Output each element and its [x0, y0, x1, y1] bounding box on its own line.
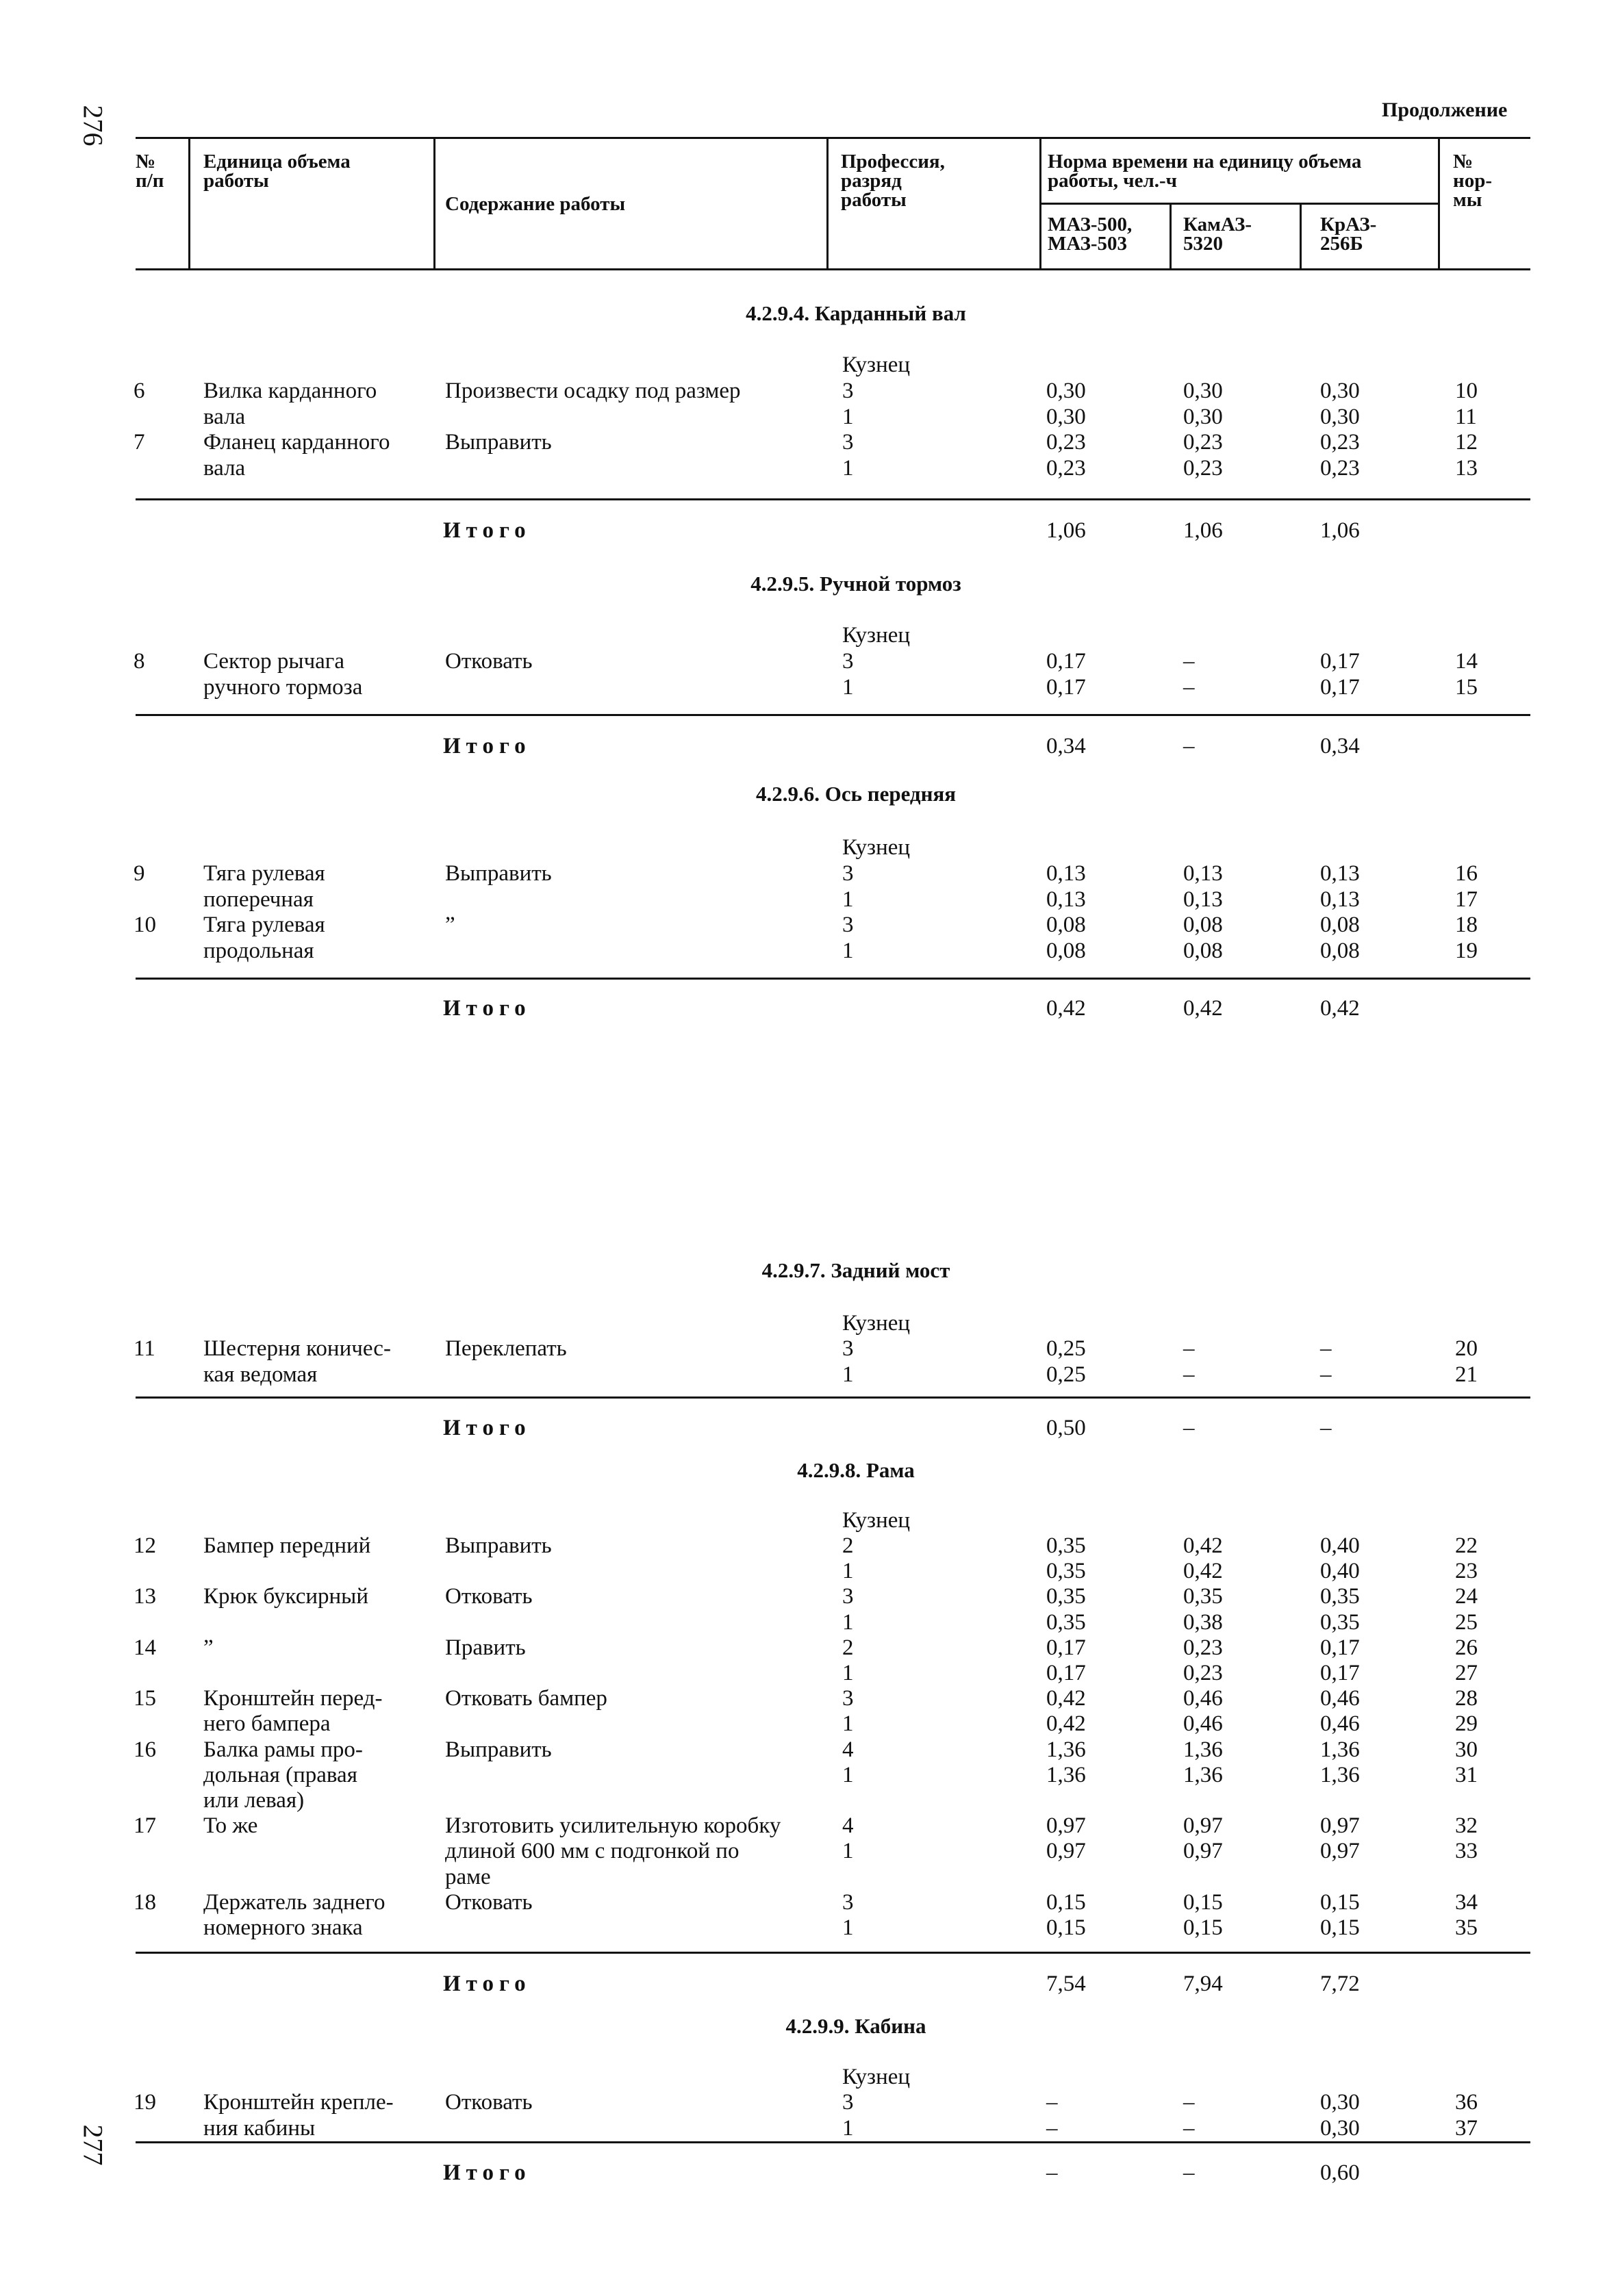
time-kamaz: 0,23: [1183, 1635, 1223, 1660]
work-unit: продольная: [203, 938, 314, 963]
time-kamaz: 1,36: [1183, 1737, 1223, 1762]
time-kamaz: 0,13: [1183, 886, 1223, 912]
work-unit: кая ведомая: [203, 1362, 318, 1387]
time-kraz: 0,17: [1320, 1661, 1360, 1685]
total-row: [0, 1972, 1618, 1999]
table-row: [0, 1559, 1618, 1584]
time-kraz: 0,13: [1320, 886, 1360, 912]
time-kamaz: –: [1183, 674, 1195, 700]
time-kamaz: 0,23: [1183, 455, 1223, 481]
time-kamaz: 0,13: [1183, 861, 1223, 886]
work-rank: 3: [842, 1889, 854, 1915]
norm-number: 12: [1455, 430, 1478, 455]
total-label: Итого: [443, 518, 531, 543]
row-number: 18: [134, 1889, 156, 1915]
work-rank: 4: [842, 1813, 854, 1839]
time-maz: 0,08: [1046, 913, 1086, 937]
profession-label: Кузнец: [842, 1508, 911, 1533]
time-kraz: 0,13: [1320, 861, 1360, 886]
total-kraz: 0,42: [1320, 996, 1360, 1021]
total-maz: 1,06: [1046, 518, 1086, 543]
total-row: [0, 1416, 1618, 1443]
time-kraz: 0,35: [1320, 1584, 1360, 1609]
work-content: Править: [445, 1635, 526, 1660]
row-number: 9: [134, 861, 145, 886]
work-unit: Кронштейн перед-: [203, 1686, 383, 1711]
row-number: 12: [134, 1533, 156, 1558]
time-kamaz: 0,08: [1183, 938, 1223, 963]
work-content: Переклепать: [445, 1336, 567, 1361]
time-kraz: 0,23: [1320, 455, 1360, 481]
section-title: 4.2.9.7. Задний мост: [761, 1258, 950, 1282]
time-kamaz: 0,97: [1183, 1839, 1223, 1864]
total-kamaz: –: [1183, 2160, 1195, 2185]
work-unit: Бампер передний: [203, 1533, 371, 1558]
time-kraz: 0,40: [1320, 1559, 1360, 1584]
time-kraz: 0,08: [1320, 938, 1360, 963]
section-title: 4.2.9.8. Рама: [797, 1458, 915, 1482]
norm-number: 37: [1455, 2115, 1478, 2141]
time-maz: –: [1046, 2115, 1058, 2141]
table-row: [0, 1839, 1618, 1864]
work-content: длиной 600 мм с подгонкой по: [445, 1839, 740, 1864]
table-row: [0, 1737, 1618, 1763]
total-kamaz: –: [1183, 1416, 1195, 1440]
header-norm-no: № нор- мы: [1453, 151, 1492, 211]
norm-number: 20: [1455, 1336, 1478, 1361]
norm-number: 26: [1455, 1635, 1478, 1660]
continuation-label: Продолжение: [1382, 99, 1508, 121]
row-number: 19: [134, 2090, 156, 2115]
time-maz: 0,08: [1046, 938, 1086, 963]
norm-number: 15: [1455, 674, 1478, 700]
work-unit: То же: [203, 1813, 258, 1839]
total-kraz: –: [1320, 1416, 1332, 1440]
table-row: [0, 675, 1618, 700]
total-label: Итого: [443, 1972, 531, 1996]
header-unit: Единица объема работы: [203, 151, 351, 192]
work-unit: поперечная: [203, 886, 314, 912]
work-unit: Тяга рулевая: [203, 913, 325, 937]
profession-label: Кузнец: [842, 623, 911, 648]
time-kraz: 0,17: [1320, 649, 1360, 674]
time-kamaz: 0,15: [1183, 1915, 1223, 1940]
work-rank: 1: [842, 2115, 854, 2141]
total-kamaz: 0,42: [1183, 996, 1223, 1021]
norm-number: 31: [1455, 1762, 1478, 1787]
time-kraz: 0,30: [1320, 2115, 1360, 2141]
table-row: [0, 1686, 1618, 1711]
work-rank: 1: [842, 1609, 854, 1635]
time-kamaz: 0,35: [1183, 1584, 1223, 1609]
norm-number: 10: [1455, 379, 1478, 403]
norm-number: 28: [1455, 1686, 1478, 1711]
work-rank: 3: [842, 430, 854, 455]
total-row: [0, 734, 1618, 761]
time-kraz: 0,30: [1320, 379, 1360, 403]
work-content: Отковать бампер: [445, 1686, 607, 1711]
total-maz: 0,50: [1046, 1416, 1086, 1440]
total-label: Итого: [443, 2160, 531, 2185]
table-row: [0, 2090, 1618, 2115]
time-maz: 0,13: [1046, 886, 1086, 912]
section-title: 4.2.9.4. Карданный вал: [746, 301, 966, 325]
profession-label: Кузнец: [842, 1311, 911, 1336]
work-unit: Сектор рычага: [203, 649, 344, 674]
table-row: [0, 649, 1618, 674]
time-kraz: 0,08: [1320, 913, 1360, 937]
time-kraz: 0,30: [1320, 404, 1360, 429]
work-unit: Вилка карданного: [203, 379, 377, 403]
section-title: 4.2.9.6. Ось передняя: [755, 782, 957, 806]
header-time-norm: Норма времени на единицу объема работы, чел.-ч: [1048, 151, 1362, 192]
norm-number: 30: [1455, 1737, 1478, 1762]
time-kamaz: 0,42: [1183, 1559, 1223, 1584]
work-rank: 1: [842, 1915, 854, 1940]
total-label: Итого: [443, 734, 531, 758]
time-kraz: 0,97: [1320, 1813, 1360, 1839]
time-kamaz: 0,46: [1183, 1711, 1223, 1737]
work-unit: Фланец карданного: [203, 430, 390, 455]
time-kamaz: 0,30: [1183, 404, 1223, 429]
time-kraz: 0,15: [1320, 1915, 1360, 1940]
time-kraz: 1,36: [1320, 1762, 1360, 1787]
time-maz: 0,35: [1046, 1559, 1086, 1584]
total-maz: 0,42: [1046, 996, 1086, 1021]
time-maz: 0,97: [1046, 1839, 1086, 1864]
norm-number: 19: [1455, 938, 1478, 963]
time-maz: 0,17: [1046, 674, 1086, 700]
table-row: [0, 1635, 1618, 1661]
work-rank: 1: [842, 1661, 854, 1685]
time-kamaz: 1,36: [1183, 1762, 1223, 1787]
time-maz: 0,42: [1046, 1711, 1086, 1737]
time-maz: 0,97: [1046, 1813, 1086, 1839]
work-content: Отковать: [445, 1584, 533, 1609]
norm-number: 25: [1455, 1609, 1478, 1635]
time-maz: 0,30: [1046, 379, 1086, 403]
table-row: [0, 1661, 1618, 1686]
profession-label: Кузнец: [842, 835, 911, 860]
time-kamaz: –: [1183, 1336, 1195, 1361]
norm-number: 32: [1455, 1813, 1478, 1839]
header-model-maz: МАЗ-500, МАЗ-503: [1048, 214, 1133, 255]
work-unit: или левая): [203, 1788, 305, 1813]
time-kamaz: 0,15: [1183, 1889, 1223, 1915]
row-number: 13: [134, 1584, 156, 1609]
row-number: 6: [134, 379, 145, 403]
work-unit: Держатель заднего: [203, 1889, 385, 1915]
work-rank: 3: [842, 1336, 854, 1361]
work-rank: 3: [842, 913, 854, 937]
table-row: [0, 1362, 1618, 1388]
work-rank: 1: [842, 1362, 854, 1387]
work-content: Выправить: [445, 1533, 552, 1558]
work-content: Отковать: [445, 2090, 533, 2115]
total-maz: –: [1046, 2160, 1058, 2185]
page-number-top: 276: [77, 105, 109, 146]
work-unit: Балка рамы про-: [203, 1737, 363, 1762]
header-no: № п/п: [136, 151, 164, 192]
norm-number: 13: [1455, 455, 1478, 481]
time-kraz: 0,17: [1320, 674, 1360, 700]
table-row: [0, 1711, 1618, 1737]
table-row: [0, 1763, 1618, 1788]
work-content: Произвести осадку под размер: [445, 379, 741, 403]
work-rank: 1: [842, 674, 854, 700]
section-title: 4.2.9.9. Кабина: [785, 2014, 926, 2038]
work-rank: 1: [842, 404, 854, 429]
time-kraz: 0,46: [1320, 1686, 1360, 1711]
work-rank: 1: [842, 1839, 854, 1864]
work-content: Отковать: [445, 1889, 533, 1915]
time-maz: 0,23: [1046, 430, 1086, 455]
work-content: Выправить: [445, 861, 552, 886]
work-rank: 3: [842, 861, 854, 886]
section-title: 4.2.9.5. Ручной тормоз: [750, 572, 961, 596]
section-divider: [136, 714, 1530, 716]
row-number: 15: [134, 1686, 156, 1711]
row-number: 14: [134, 1635, 156, 1660]
work-rank: 3: [842, 1584, 854, 1609]
time-maz: 0,13: [1046, 861, 1086, 886]
time-kraz: 0,97: [1320, 1839, 1360, 1864]
work-rank: 1: [842, 938, 854, 963]
time-kraz: –: [1320, 1362, 1332, 1387]
time-maz: 0,23: [1046, 455, 1086, 481]
norm-number: 29: [1455, 1711, 1478, 1737]
work-rank: 2: [842, 1635, 854, 1660]
table-row: [0, 379, 1618, 404]
work-unit: Тяга рулевая: [203, 861, 325, 886]
time-kamaz: 0,08: [1183, 913, 1223, 937]
time-maz: –: [1046, 2090, 1058, 2115]
work-rank: 3: [842, 2090, 854, 2115]
table-row: [0, 1533, 1618, 1559]
work-rank: 1: [842, 455, 854, 481]
time-maz: 0,25: [1046, 1362, 1086, 1387]
table-row: [0, 1610, 1618, 1635]
header-model-kraz: КрАЗ- 256Б: [1320, 214, 1377, 255]
time-kamaz: –: [1183, 1362, 1195, 1387]
time-kamaz: 0,46: [1183, 1686, 1223, 1711]
total-row: [0, 996, 1618, 1023]
norm-number: 14: [1455, 649, 1478, 674]
row-number: 7: [134, 430, 145, 455]
table-row: [0, 1813, 1618, 1839]
norm-number: 35: [1455, 1915, 1478, 1940]
work-unit: Кронштейн крепле-: [203, 2090, 394, 2115]
time-maz: 1,36: [1046, 1737, 1086, 1762]
time-maz: 1,36: [1046, 1762, 1086, 1787]
table-row: [0, 1915, 1618, 1941]
time-maz: 0,25: [1046, 1336, 1086, 1361]
section-divider: [136, 2141, 1530, 2143]
work-unit: него бампера: [203, 1711, 331, 1737]
work-content: ”: [445, 913, 455, 937]
table-row: [0, 1890, 1618, 1915]
norm-number: 22: [1455, 1533, 1478, 1558]
work-rank: 1: [842, 1762, 854, 1787]
work-content: Выправить: [445, 1737, 552, 1762]
work-unit: Крюк буксирный: [203, 1584, 368, 1609]
table-row: [0, 887, 1618, 913]
total-maz: 7,54: [1046, 1972, 1086, 1996]
work-unit: номерного знака: [203, 1915, 363, 1940]
total-label: Итого: [443, 1416, 531, 1440]
section-divider: [136, 498, 1530, 500]
time-kraz: 0,23: [1320, 430, 1360, 455]
table-row: [0, 1584, 1618, 1609]
total-kraz: 0,60: [1320, 2160, 1360, 2185]
profession-label: Кузнец: [842, 2065, 911, 2089]
time-maz: 0,15: [1046, 1915, 1086, 1940]
time-kraz: 1,36: [1320, 1737, 1360, 1762]
work-content: Выправить: [445, 430, 552, 455]
work-unit: ния кабины: [203, 2115, 316, 2141]
work-unit: дольная (правая: [203, 1762, 357, 1787]
work-rank: 4: [842, 1737, 854, 1762]
work-content: раме: [445, 1864, 491, 1889]
norm-number: 24: [1455, 1584, 1478, 1609]
total-kraz: 7,72: [1320, 1972, 1360, 1996]
work-rank: 1: [842, 1559, 854, 1584]
work-content: Изготовить усилительную коробку: [445, 1813, 781, 1839]
profession-label: Кузнец: [842, 353, 911, 377]
row-number: 16: [134, 1737, 156, 1762]
time-kamaz: 0,23: [1183, 1661, 1223, 1685]
table-row: [0, 430, 1618, 455]
table-row: [0, 913, 1618, 938]
section-divider: [136, 1952, 1530, 1954]
time-kamaz: 0,38: [1183, 1609, 1223, 1635]
time-kamaz: –: [1183, 2090, 1195, 2115]
page-number-bottom: 277: [77, 2124, 109, 2166]
table-row: [0, 1865, 1618, 1890]
time-kamaz: –: [1183, 2115, 1195, 2141]
time-kamaz: 0,42: [1183, 1533, 1223, 1558]
work-rank: 1: [842, 886, 854, 912]
work-unit: Шестерня коничес-: [203, 1336, 391, 1361]
table-row: [0, 1336, 1618, 1362]
total-maz: 0,34: [1046, 734, 1086, 758]
work-rank: 3: [842, 649, 854, 674]
total-row: [0, 518, 1618, 546]
total-kamaz: 7,94: [1183, 1972, 1223, 1996]
total-row: [0, 2160, 1618, 2188]
row-number: 8: [134, 649, 145, 674]
row-number: 17: [134, 1813, 156, 1839]
time-kraz: 0,35: [1320, 1609, 1360, 1635]
work-unit: вала: [203, 455, 246, 481]
norm-number: 18: [1455, 913, 1478, 937]
total-kamaz: 1,06: [1183, 518, 1223, 543]
time-kamaz: –: [1183, 649, 1195, 674]
time-maz: 0,35: [1046, 1533, 1086, 1558]
time-kraz: 0,40: [1320, 1533, 1360, 1558]
work-unit: ручного тормоза: [203, 674, 363, 700]
norm-number: 33: [1455, 1839, 1478, 1864]
norm-number: 34: [1455, 1889, 1478, 1915]
total-kamaz: –: [1183, 734, 1195, 758]
work-content: Отковать: [445, 649, 533, 674]
norm-number: 36: [1455, 2090, 1478, 2115]
time-kamaz: 0,97: [1183, 1813, 1223, 1839]
time-kraz: 0,17: [1320, 1635, 1360, 1660]
time-kraz: 0,46: [1320, 1711, 1360, 1737]
time-maz: 0,17: [1046, 649, 1086, 674]
section-divider: [136, 1396, 1530, 1399]
time-kraz: 0,15: [1320, 1889, 1360, 1915]
work-unit: ”: [203, 1635, 214, 1660]
section-divider: [136, 978, 1530, 980]
row-number: 11: [134, 1336, 155, 1361]
table-row: [0, 456, 1618, 481]
work-rank: 1: [842, 1711, 854, 1737]
time-maz: 0,35: [1046, 1609, 1086, 1635]
time-maz: 0,30: [1046, 404, 1086, 429]
time-maz: 0,17: [1046, 1635, 1086, 1660]
header-content: Содержание работы: [445, 193, 626, 215]
table-row: [0, 939, 1618, 964]
table-row: [0, 861, 1618, 886]
work-unit: вала: [203, 404, 246, 429]
time-maz: 0,17: [1046, 1661, 1086, 1685]
total-kraz: 1,06: [1320, 518, 1360, 543]
time-maz: 0,42: [1046, 1686, 1086, 1711]
table-row: [0, 1788, 1618, 1813]
work-rank: 2: [842, 1533, 854, 1558]
total-kraz: 0,34: [1320, 734, 1360, 758]
row-number: 10: [134, 913, 156, 937]
time-maz: 0,35: [1046, 1584, 1086, 1609]
norm-number: 27: [1455, 1661, 1478, 1685]
work-rank: 3: [842, 379, 854, 403]
norm-number: 11: [1455, 404, 1477, 429]
table-row: [0, 405, 1618, 430]
work-rank: 3: [842, 1686, 854, 1711]
time-kraz: 0,30: [1320, 2090, 1360, 2115]
header-profession: Профессия, разряд работы: [841, 151, 945, 211]
time-maz: 0,15: [1046, 1889, 1086, 1915]
total-label: Итого: [443, 996, 531, 1021]
norm-number: 23: [1455, 1559, 1478, 1584]
time-kraz: –: [1320, 1336, 1332, 1361]
time-kamaz: 0,23: [1183, 430, 1223, 455]
header-model-kamaz: КамАЗ- 5320: [1183, 214, 1252, 255]
norm-number: 17: [1455, 886, 1478, 912]
table-row: [0, 2116, 1618, 2141]
norm-number: 16: [1455, 861, 1478, 886]
norm-number: 21: [1455, 1362, 1478, 1387]
time-kamaz: 0,30: [1183, 379, 1223, 403]
